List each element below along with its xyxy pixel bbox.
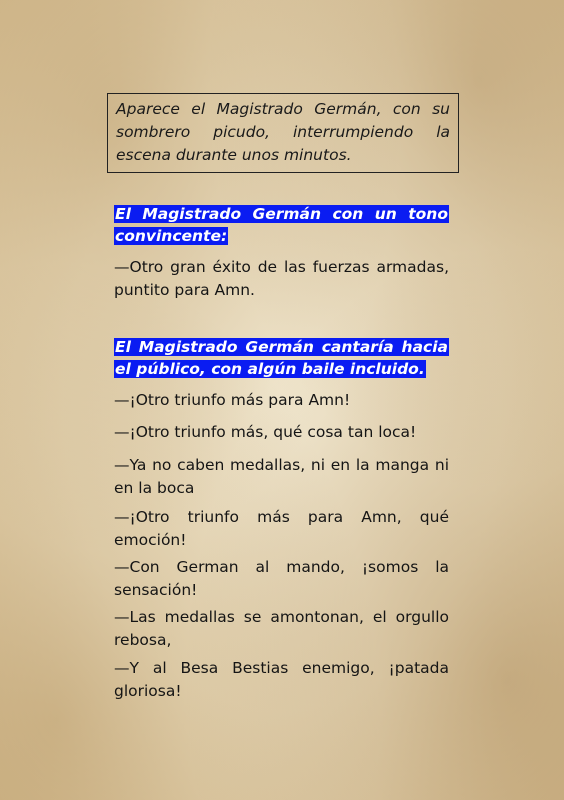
- dialogue-line: —Ya no caben medallas, ni en la manga ni en la boca: [114, 456, 449, 497]
- dialogue-line: —¡Otro triunfo más para Amn, qué emoción!: [114, 508, 449, 549]
- dialogue-line: —Y al Besa Bestias enemigo, ¡patada gloriosa!: [114, 659, 449, 700]
- character-cue-text: El Magistrado Germán con un tono convincente:: [115, 205, 448, 245]
- character-cue-text: El Magistrado Germán cantaría hacia el público, con algún baile incluido.: [115, 338, 448, 378]
- dialogue-line: —Otro gran éxito de las fuerzas armadas, puntito para Amn.: [114, 258, 449, 299]
- dialogue-line: —Con German al mando, ¡somos la sensación!: [114, 558, 449, 599]
- dialogue-line: —¡Otro triunfo más para Amn!: [114, 391, 351, 409]
- dialogue-line: —Las medallas se amontonan, el orgullo rebosa,: [114, 608, 449, 649]
- stage-direction-box: Aparece el Magistrado Germán, con su sombrero picudo, interrumpiendo la escena durante unos minutos.: [107, 93, 459, 173]
- dialogue-line: —¡Otro triunfo más, qué cosa tan loca!: [114, 423, 417, 441]
- character-cue: [114, 203, 449, 247]
- character-cue: [114, 336, 449, 380]
